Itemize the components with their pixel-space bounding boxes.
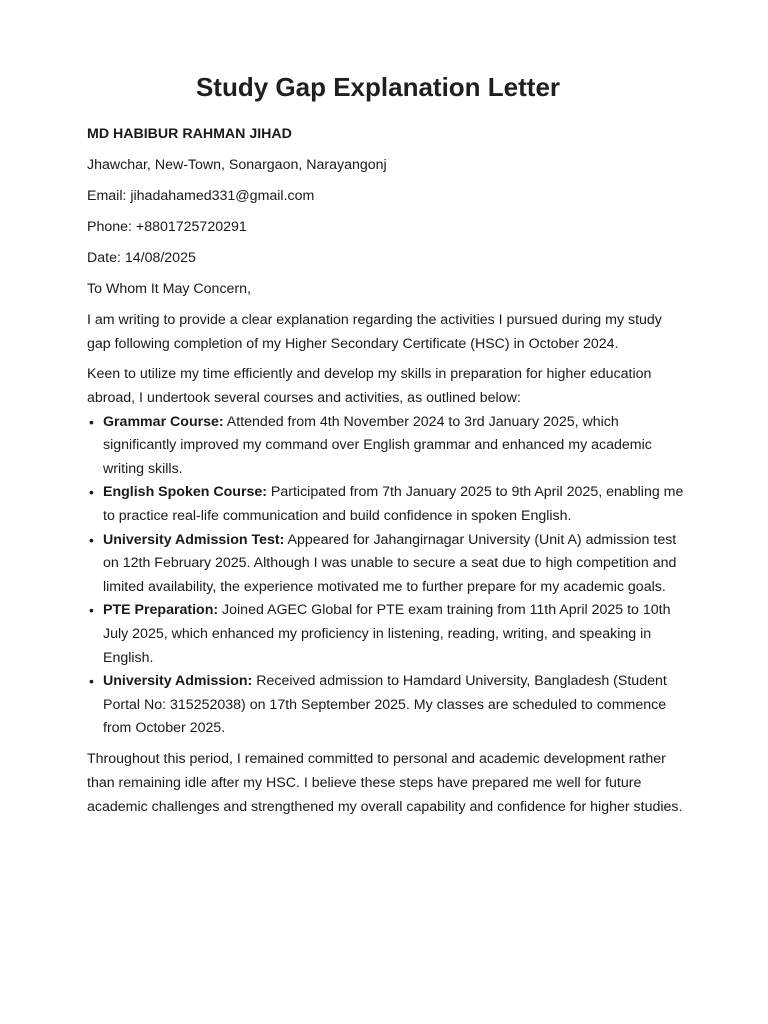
list-item: [87, 481, 687, 528]
list-item: [87, 411, 687, 482]
item-label: Grammar Course:: [103, 413, 224, 430]
item-text: Appeared for Jahangirnagar University (Unit A) admission test on 12th February 2025. Although I was unable to secure a seat due to high competition and limited availability, the experience motivated me to further prepare for my academic goals.: [103, 531, 677, 595]
closing-paragraph: Throughout this period, I remained committed to personal and academic development rather than remaining idle after my HSC. I believe these steps have prepared me well for future academic challenges and strengthened my overall capability and confidence for higher studies.: [87, 751, 683, 815]
sender-address: Jhawchar, New-Town, Sonargaon, Narayangonj: [87, 156, 387, 173]
page-title: Study Gap Explanation Letter: [195, 72, 561, 102]
salutation: To Whom It May Concern,: [87, 280, 251, 297]
bullet-icon: •: [89, 673, 94, 690]
item-label: University Admission:: [103, 673, 253, 690]
list-item: [87, 529, 687, 600]
item-text: Received admission to Hamdard University, Bangladesh (Student Portal No: 315252038) on 17th September 2025. My classes are scheduled to commence from October 2025.: [103, 673, 667, 737]
sender-phone: Phone: +8801725720291: [87, 218, 247, 235]
lead-in-paragraph: Keen to utilize my time efficiently and develop my skills in preparation for higher education abroad, I undertook several courses and activities, as outlined below:: [87, 366, 652, 407]
bullet-icon: •: [89, 602, 94, 619]
intro-paragraph: I am writing to provide a clear explanation regarding the activities I pursued during my study gap following completion of my Higher Secondary Certificate (HSC) in October 2024.: [87, 311, 662, 352]
item-label: PTE Preparation:: [103, 602, 219, 619]
item-text: Participated from 7th January 2025 to 9th April 2025, enabling me to practice real-life communication and build confidence in spoken English.: [103, 484, 684, 525]
sender-email: Email: jihadahamed331@gmail.com: [87, 187, 315, 204]
letter-page: [87, 68, 687, 827]
sender-name: MD HABIBUR RAHMAN JIHAD: [87, 126, 292, 142]
list-item: [87, 599, 687, 670]
bullet-icon: •: [89, 484, 94, 501]
bullet-icon: •: [89, 531, 94, 548]
bullet-icon: •: [89, 413, 94, 430]
item-label: University Admission Test:: [103, 531, 285, 548]
list-item: [87, 670, 687, 741]
item-text: Attended from 4th November 2024 to 3rd January 2025, which significantly improved my command over English grammar and enhanced my academic writing skills.: [103, 413, 652, 477]
activities-list: [87, 411, 687, 741]
letter-date: Date: 14/08/2025: [87, 249, 196, 266]
item-text: Joined AGEC Global for PTE exam training from 11th April 2025 to 10th July 2025, which enhanced my proficiency in listening, reading, writing, and speaking in English.: [103, 602, 671, 666]
item-label: English Spoken Course:: [103, 484, 267, 501]
